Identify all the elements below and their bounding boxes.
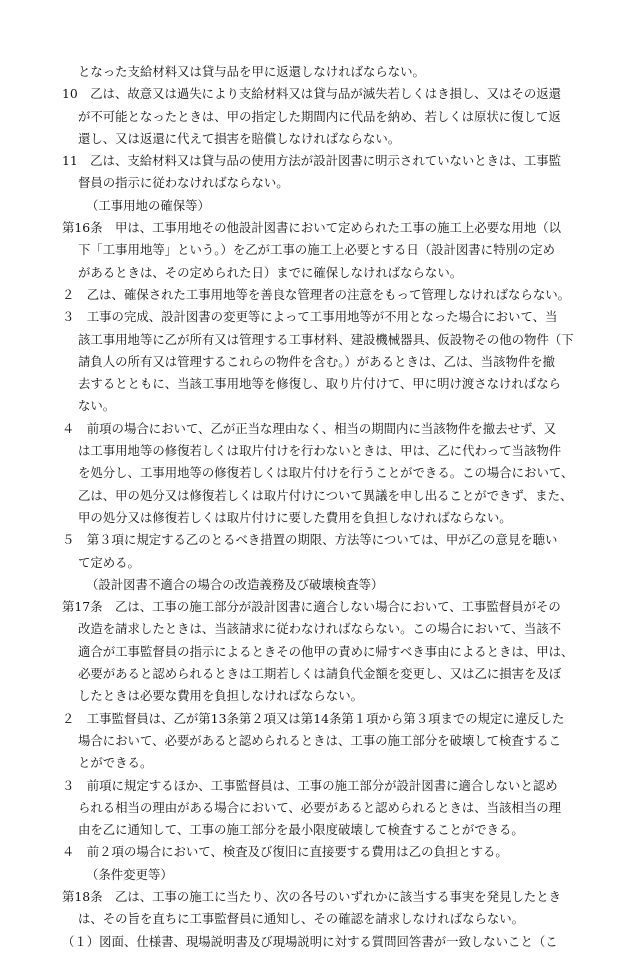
text-line: ４ 前項の場合において、乙が正当な理由なく、相当の期間内に当該物件を撤去せず、又 xyxy=(62,420,557,436)
text-line: 第16条 甲は、工事用地その他設計図書において定められた工事の施工上必要な用地（以 xyxy=(62,220,562,236)
text-line: （１）図面、仕様書、現場説明書及び現場説明に対する質問回答書が一致しないこと（こ xyxy=(62,933,558,949)
text-line: 改造を請求したときは、当該請求に従わなければならない。この場合において、当該不 xyxy=(78,621,561,637)
text-line: が不可能となったときは、甲の指定した期間内に代品を納め、若しくは原状に復して返 xyxy=(78,108,561,124)
text-line: 下「工事用地等」という。）を乙が工事の施工上必要とする日（設計図書に特別の定め xyxy=(78,242,556,258)
text-line: 甲の処分又は修復若しくは取片付けに要した費用を負担しなければならない。 xyxy=(78,509,512,525)
text-line: （条件変更等） xyxy=(86,866,173,882)
text-line: 場合において、必要があると認められるときは、工事の施工部分を破壊して検査するこ xyxy=(78,732,561,748)
text-line: 乙は、甲の処分又は修復若しくは取片付けについて異議を申し出ることができず、また、 xyxy=(78,487,573,503)
text-line: ３ 前項に規定するほか、工事監督員は、工事の施工部分が設計図書に適合しないと認め xyxy=(62,777,558,793)
text-line: 請負人の所有又は管理するこれらの物件を含む。）があるときは、乙は、当該物件を撤 xyxy=(78,353,556,369)
text-line: 11 乙は、支給材料又は貸与品の使用方法が設計図書に明示されていないときは、工事監 xyxy=(62,153,562,169)
text-line: とができる。 xyxy=(78,755,153,771)
text-line: となった支給材料又は貸与品を甲に返還しなければならない。 xyxy=(78,64,425,79)
text-line: られる相当の理由がある場合において、必要があると認められるときは、当該相当の理 xyxy=(78,799,561,815)
text-line: ２ 乙は、確保された工事用地等を善良な管理者の注意をもって管理しなければならない。 xyxy=(62,286,571,302)
text-line: は、その旨を直ちに工事監督員に通知し、その確認を請求しなければならない。 xyxy=(78,911,525,927)
text-line: 必要があると認められるときは工期若しくは請負代金額を変更し、又は乙に損害を及ぼ xyxy=(78,666,562,682)
text-line: 該工事用地等に乙が所有又は管理する工事材料、建設機械器具、仮設物その他の物件（下 xyxy=(78,331,574,347)
text-line: 第18条 乙は、工事の施工に当たり、次の各号のいずれかに該当する事実を発見したとき xyxy=(62,888,562,904)
text-line: 去するとともに、当該工事用地等を修復し、取り片付けて、甲に明け渡さなければなら xyxy=(78,376,561,392)
text-line: 第17条 乙は、工事の施工部分が設計図書に適合しない場合において、工事監督員がその xyxy=(62,599,561,615)
contract-text xyxy=(62,61,590,953)
text-line: ５ 第３項に規定する乙のとるべき措置の期限、方法等については、甲が乙の意見を聴い xyxy=(62,532,558,548)
text-line: て定める。 xyxy=(78,554,140,570)
text-line: ４ 前２項の場合において、検査及び復旧に直接要する費用は乙の負担とする。 xyxy=(62,844,508,860)
text-line: 還し、又は返還に代えて損害を賠償しなければならない。 xyxy=(78,130,401,146)
text-line: （工事用地の確保等） xyxy=(86,197,210,213)
text-line: を処分し、工事用地等の修復若しくは取片付けを行うことができる。この場合において、 xyxy=(78,465,574,481)
text-line: 由を乙に通知して、工事の施工部分を最小限度破壊して検査することができる。 xyxy=(78,822,524,838)
text-line: は工事用地等の修復若しくは取片付けを行わないときは、甲は、乙に代わって当該物件 xyxy=(78,443,562,459)
text-line: ３ 工事の完成、設計図書の変更等によって工事用地等が不用となった場合において、当 xyxy=(62,309,558,325)
text-line: （設計図書不適合の場合の改造義務及び破壊検査等） xyxy=(86,576,384,592)
text-line: ２ 工事監督員は、乙が第13条第２項又は第14条第１項から第３項までの規定に違反した xyxy=(62,710,565,726)
text-line: があるときは、その定められた日）までに確保しなければならない。 xyxy=(78,264,463,280)
text-line: ない。 xyxy=(78,398,116,414)
text-line: 督員の指示に従わなければならない。 xyxy=(78,175,289,191)
text-line: したときは必要な費用を負担しなければならない。 xyxy=(78,688,363,704)
text-line: 適合が工事監督員の指示によるときその他甲の責めに帰すべき事由によるときは、甲は、 xyxy=(78,643,574,659)
text-line: 10 乙は、故意又は過失により支給材料又は貸与品が滅失若しくはき損し、又はその返還 xyxy=(62,86,562,102)
